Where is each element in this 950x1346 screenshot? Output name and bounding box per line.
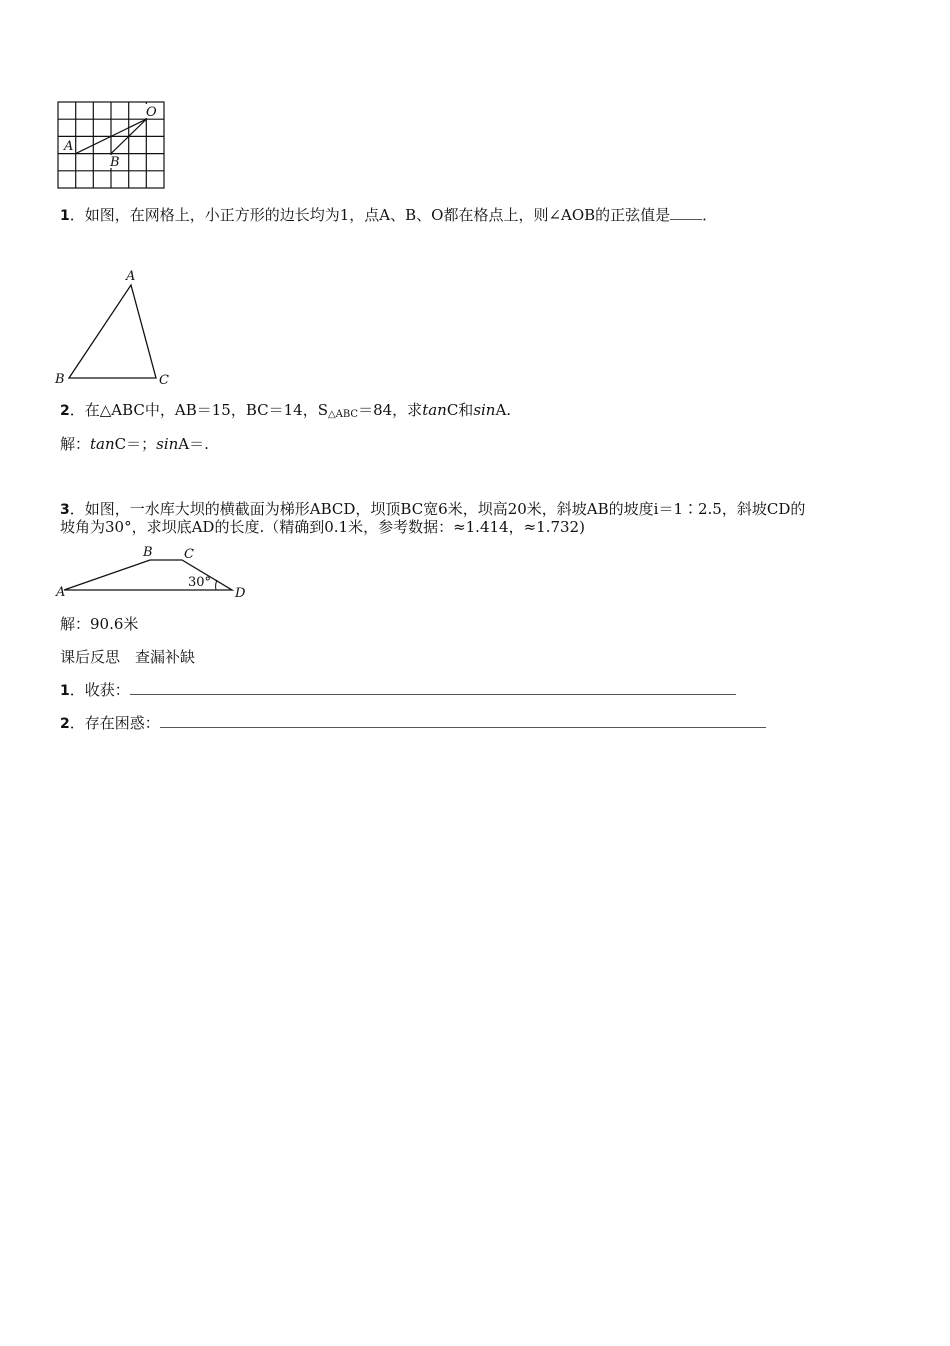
section-title: 课后反思 查漏补缺 — [60, 648, 196, 666]
answer-text: 解：90.6米 — [60, 615, 139, 633]
answer-3 — [60, 613, 138, 634]
triangle-figure — [52, 266, 177, 388]
question-text: A. — [495, 401, 512, 419]
question-number: 2 — [60, 403, 70, 419]
gains-blank[interactable] — [130, 682, 736, 695]
answer-text: C＝； — [114, 435, 157, 453]
answer-blank[interactable] — [670, 207, 702, 220]
question-text: C和 — [446, 401, 474, 419]
question-1 — [60, 204, 717, 225]
trapezoid-figure — [52, 543, 252, 599]
question-text: ．在△ABC中，AB＝15，BC＝14，S — [69, 401, 328, 419]
question-number: 1 — [60, 208, 70, 224]
label-d: D — [235, 586, 246, 599]
label-a: A — [56, 585, 66, 599]
item-number: 2 — [60, 716, 70, 732]
label-b: B — [110, 155, 120, 170]
question-end: ． — [702, 206, 718, 224]
label-b: B — [55, 372, 65, 387]
item-number: 1 — [60, 683, 70, 699]
grid-figure — [52, 96, 172, 192]
answer-text: A＝. — [178, 435, 209, 453]
question-number: 3 — [60, 502, 70, 518]
question-text: ．如图，在网格上，小正方形的边长均为1，点A、B、O都在格点上，则∠AOB的正弦值是 — [69, 206, 671, 224]
tan-text: tan — [422, 401, 447, 419]
questions-blank[interactable] — [160, 715, 766, 728]
answer-prefix: 解： — [60, 435, 91, 453]
sin-text: sin — [156, 435, 179, 453]
item-label: ．存在困惑： — [69, 714, 160, 732]
reflection-item-1 — [60, 679, 736, 700]
label-a: A — [126, 269, 136, 284]
reflection-item-2 — [60, 712, 766, 733]
sin-text: sin — [473, 401, 496, 419]
angle-label: 30° — [188, 575, 212, 590]
question-text: 坡角为30°，求坝底AD的长度.（精确到0.1米，参考数据：≈1.414，≈1.732) — [60, 518, 585, 536]
label-b: B — [143, 545, 153, 560]
answer-2 — [60, 433, 209, 454]
question-3-line-2 — [60, 516, 585, 537]
tan-text: tan — [90, 435, 115, 453]
item-label: ．收获： — [69, 681, 130, 699]
subscript: △ABC — [327, 409, 359, 420]
label-o: O — [146, 105, 157, 120]
label-c: C — [159, 373, 169, 388]
question-text: ＝84，求 — [358, 401, 423, 419]
label-c: C — [184, 547, 194, 562]
reflection-title — [60, 646, 195, 667]
question-2 — [60, 399, 511, 420]
question-text: ．如图，一水库大坝的横截面为梯形ABCD，坝顶BC宽6米，坝高20米，斜坡AB的坡度i＝1∶2.5，斜坡CD的 — [69, 500, 806, 518]
label-a: A — [64, 139, 74, 154]
